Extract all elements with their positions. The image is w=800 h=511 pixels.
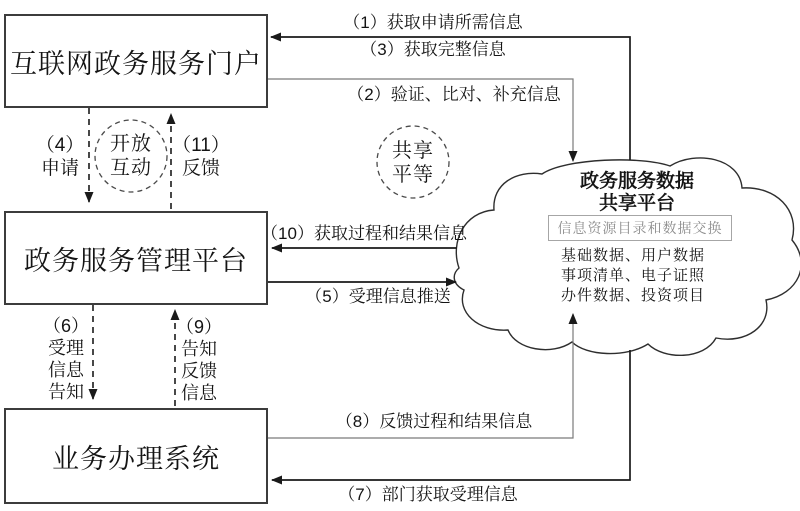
cloud-title <box>580 171 694 215</box>
cloud-exchange-box <box>548 215 732 241</box>
label-flow-11-text: 反馈 <box>181 158 221 179</box>
label-flow-9-text-3: 信息 <box>180 383 217 403</box>
label-flow-4-text: 申请 <box>40 158 80 179</box>
label-flow-1: （1）获取申请所需信息 <box>343 13 523 32</box>
cloud-title-line1: 政务服务数据 <box>579 171 695 192</box>
label-flow-5: （5）受理信息推送 <box>305 287 451 306</box>
circle-open-line1: 开放 <box>110 133 152 155</box>
cloud-exchange-box-label: 信息资源目录和数据交换 <box>557 220 723 236</box>
circle-open-line2: 互动 <box>110 157 152 179</box>
circle-share-line1: 共享 <box>392 140 434 162</box>
node-business-system-label: 业务办理系统 <box>52 443 220 474</box>
cloud-data-item-1: 基础数据、用户数据 <box>561 247 706 264</box>
cloud-data-item-3: 办件数据、投资项目 <box>561 287 706 304</box>
label-flow-6-text-2: 信息 <box>47 360 84 380</box>
cloud-data-item-2: 事项清单、电子证照 <box>561 267 706 284</box>
label-flow-6-text-1: 受理 <box>47 338 84 358</box>
label-flow-9-number: （9） <box>175 317 223 337</box>
label-flow-9-text-2: 反馈 <box>180 361 217 381</box>
label-flow-9 <box>176 316 222 404</box>
label-flow-8: （8）反馈过程和结果信息 <box>335 412 533 431</box>
label-flow-6 <box>43 315 89 403</box>
node-internet-portal-label: 互联网政务服务门户 <box>10 48 262 79</box>
label-flow-11-number: （11） <box>172 135 230 156</box>
node-management-platform <box>4 211 268 305</box>
label-flow-9-text-1: 告知 <box>180 339 217 359</box>
label-flow-4-number: （4） <box>35 135 85 156</box>
label-flow-11 <box>172 134 230 180</box>
cloud-title-line2: 共享平台 <box>598 193 676 214</box>
label-flow-3: （3）获取完整信息 <box>360 40 506 59</box>
circle-open-interaction <box>110 132 152 180</box>
label-flow-6-number: （6） <box>42 316 90 336</box>
node-business-system <box>4 408 268 504</box>
label-flow-6-text-3: 告知 <box>47 382 84 402</box>
cloud-data-items <box>561 246 705 306</box>
node-management-platform-label: 政务服务管理平台 <box>24 245 248 276</box>
label-flow-2: （2）验证、比对、补充信息 <box>347 85 561 104</box>
label-flow-7: （7）部门获取受理信息 <box>338 485 518 504</box>
node-internet-portal <box>4 14 268 108</box>
circle-share-equality <box>392 139 434 187</box>
label-flow-10: （10）获取过程和结果信息 <box>261 224 467 243</box>
label-flow-4 <box>36 134 85 180</box>
circle-share-line2: 平等 <box>392 164 434 186</box>
